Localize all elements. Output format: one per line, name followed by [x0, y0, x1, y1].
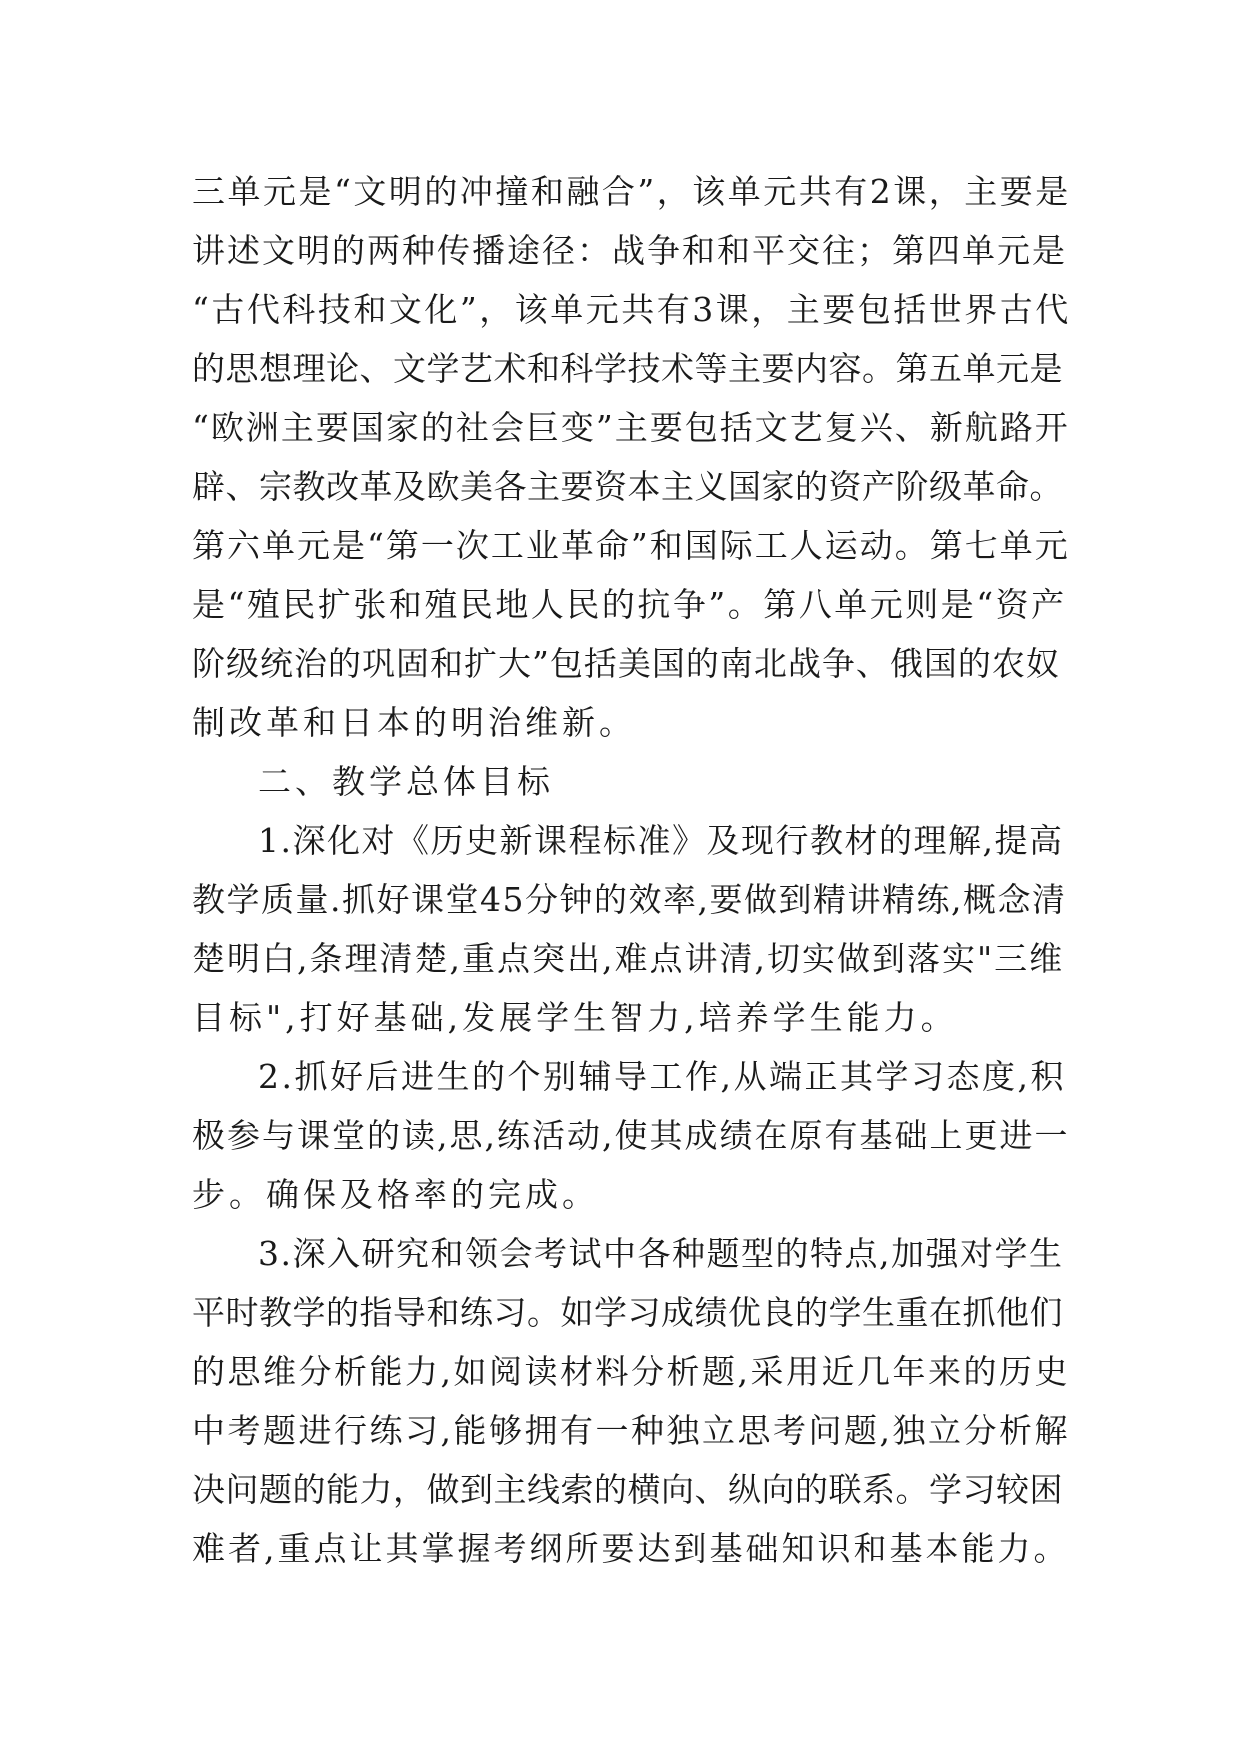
text-line: 三单元是“文明的冲撞和融合”，该单元共有2课，主要是	[192, 172, 1071, 211]
text-line: 难者,重点让其掌握考纲所要达到基础知识和基本能力。	[192, 1529, 1070, 1568]
text-line: 步。确保及格率的完成。	[192, 1175, 599, 1214]
text-line: “古代科技和文化”，该单元共有3课，主要包括世界古代	[192, 290, 1071, 329]
text-line: 3.深入研究和领会考试中各种题型的特点,加强对学生	[258, 1234, 1064, 1273]
text-line: 第六单元是“第一次工业革命”和国际工人运动。第七单元	[192, 526, 1070, 565]
text-line: 教学质量.抓好课堂45分钟的效率,要做到精讲精练,概念清	[192, 880, 1067, 919]
text-line: 极参与课堂的读,思,练活动,使其成绩在原有基础上更进一	[192, 1116, 1070, 1155]
text-line: 中考题进行练习,能够拥有一种独立思考问题,独立分析解	[192, 1411, 1070, 1450]
text-line: 制改革和日本的明治维新。	[192, 703, 636, 742]
text-line: 阶级统治的巩固和扩大”包括美国的南北战争、俄国的农奴	[192, 644, 1060, 683]
text-line: 的思想理论、文学艺术和科学技术等主要内容。第五单元是	[192, 349, 1063, 388]
text-line: 1.深化对《历史新课程标准》及现行教材的理解,提高	[258, 821, 1064, 860]
text-line: 的思维分析能力,如阅读材料分析题,采用近几年来的历史	[192, 1352, 1070, 1391]
body-text	[192, 162, 1071, 1578]
text-line: 楚明白,条理清楚,重点突出,难点讲清,切实做到落实"三维	[192, 939, 1065, 978]
text-line: 是“殖民扩张和殖民地人民的抗争”。第八单元则是“资产	[192, 585, 1067, 624]
text-line: 二、教学总体目标	[258, 762, 554, 801]
text-line: 讲述文明的两种传播途径：战争和和平交往；第四单元是	[192, 231, 1067, 270]
text-line: 目标",打好基础,发展学生智力,培养学生能力。	[192, 998, 958, 1037]
text-line: 辟、宗教改革及欧美各主要资本主义国家的资产阶级革命。	[192, 467, 1063, 506]
text-line: 决问题的能力，做到主线索的横向、纵向的联系。学习较困	[192, 1470, 1063, 1509]
text-line: 2.抓好后进生的个别辅导工作,从端正其学习态度,积	[258, 1057, 1066, 1096]
text-line: 平时教学的指导和练习。如学习成绩优良的学生重在抓他们	[192, 1293, 1063, 1332]
text-line: “欧洲主要国家的社会巨变”主要包括文艺复兴、新航路开	[192, 408, 1070, 447]
